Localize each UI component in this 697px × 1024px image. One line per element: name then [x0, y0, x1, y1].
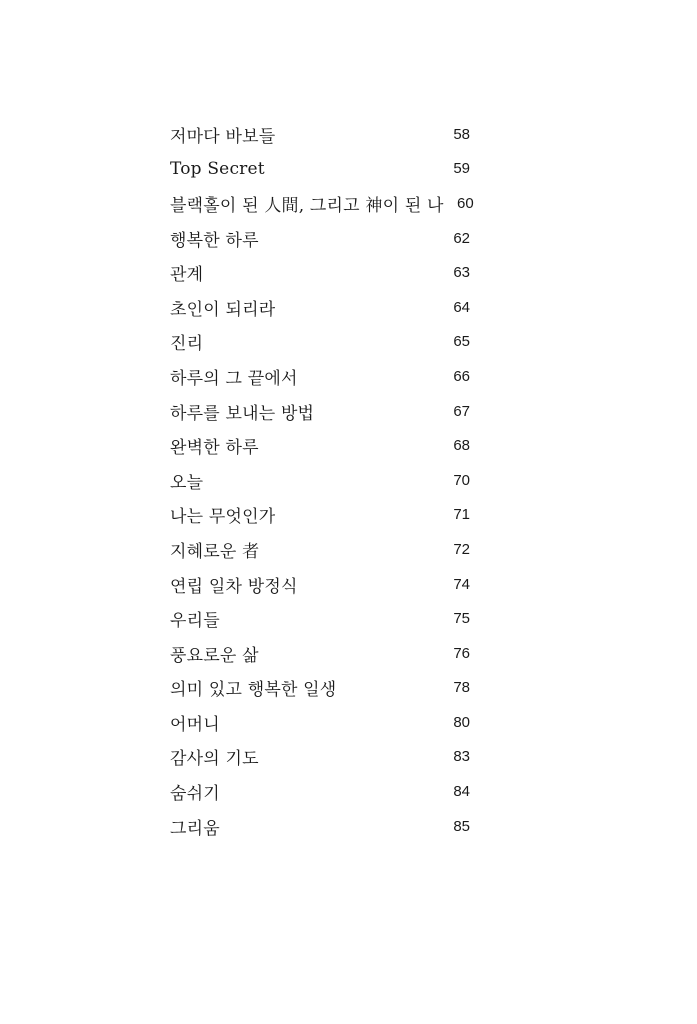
toc-entry-page-number: 78 — [453, 679, 470, 697]
toc-entry-page-number: 63 — [453, 264, 470, 282]
toc-entry-title: Top Secret — [170, 158, 265, 179]
toc-entry-page-number: 68 — [453, 437, 470, 455]
toc-entry-page-number: 66 — [453, 367, 470, 385]
toc-entry-page-number: 76 — [453, 644, 470, 662]
toc-entry-page-number: 83 — [453, 748, 470, 766]
toc-entry-title: 진리 — [170, 334, 204, 355]
toc-entry[interactable] — [170, 809, 470, 844]
toc-entry-title: 연립 일차 방정식 — [170, 576, 298, 597]
toc-entry-title: 나는 무엇인가 — [170, 507, 276, 528]
toc-entry-page-number: 62 — [453, 229, 470, 247]
toc-entry-page-number: 80 — [453, 713, 470, 731]
toc-entry[interactable] — [170, 532, 470, 567]
toc-entry-page-number: 84 — [453, 783, 470, 801]
toc-entry-title: 우리들 — [170, 611, 220, 632]
toc-entry-title: 하루를 보내는 방법 — [170, 403, 315, 424]
toc-entry-page-number: 58 — [453, 125, 470, 143]
toc-entry[interactable] — [170, 601, 470, 636]
toc-entry-title: 저마다 바보들 — [170, 126, 276, 147]
toc-entry[interactable] — [170, 705, 470, 740]
toc-entry[interactable] — [170, 117, 470, 152]
toc-entry[interactable] — [170, 636, 470, 671]
toc-entry-title: 오늘 — [170, 472, 204, 493]
toc-entry[interactable] — [170, 221, 470, 256]
toc-entry[interactable] — [170, 186, 474, 221]
toc-entry-title: 행복한 하루 — [170, 230, 259, 251]
toc-entry-title: 풍요로운 삶 — [170, 645, 259, 666]
toc-entry[interactable] — [170, 152, 470, 187]
toc-entry-page-number: 60 — [456, 194, 474, 212]
toc-entry[interactable] — [170, 394, 470, 429]
toc-entry-title: 어머니 — [170, 714, 220, 735]
toc-entry[interactable] — [170, 774, 470, 809]
toc-entry-title: 의미 있고 행복한 일생 — [170, 680, 337, 701]
toc-entry[interactable] — [170, 740, 470, 775]
toc-entry-page-number: 75 — [453, 610, 470, 628]
toc-entry-title: 블랙홀이 된 人間, 그리고 神이 된 나 — [170, 195, 444, 216]
toc-entry[interactable] — [170, 671, 470, 706]
toc-entry[interactable] — [170, 290, 470, 325]
toc-entry-title: 관계 — [170, 265, 204, 286]
toc-entry-page-number: 71 — [453, 506, 470, 524]
toc-entry-page-number: 67 — [453, 402, 470, 420]
toc-entry-title: 그리움 — [170, 818, 220, 839]
toc-entry-title: 숨쉬기 — [170, 784, 220, 805]
toc-entry[interactable] — [170, 325, 470, 360]
toc-entry-page-number: 59 — [453, 160, 470, 178]
toc-entry-page-number: 65 — [453, 333, 470, 351]
toc-entry-page-number: 64 — [453, 298, 470, 316]
toc-entry[interactable] — [170, 463, 470, 498]
toc-entry-title: 감사의 기도 — [170, 749, 259, 770]
toc-entry-page-number: 72 — [453, 540, 470, 558]
toc-entry-page-number: 85 — [453, 817, 470, 835]
toc-entry-page-number: 70 — [453, 471, 470, 489]
toc-entry[interactable] — [170, 428, 470, 463]
toc-entry[interactable] — [170, 567, 470, 602]
table-of-contents — [170, 117, 474, 843]
toc-entry[interactable] — [170, 255, 470, 290]
toc-entry-title: 하루의 그 끝에서 — [170, 368, 298, 389]
toc-entry[interactable] — [170, 359, 470, 394]
toc-entry-title: 완벽한 하루 — [170, 438, 259, 459]
toc-entry-title: 초인이 되리라 — [170, 299, 276, 320]
toc-entry[interactable] — [170, 498, 470, 533]
toc-entry-page-number: 74 — [453, 575, 470, 593]
toc-entry-title: 지혜로운 者 — [170, 541, 260, 562]
